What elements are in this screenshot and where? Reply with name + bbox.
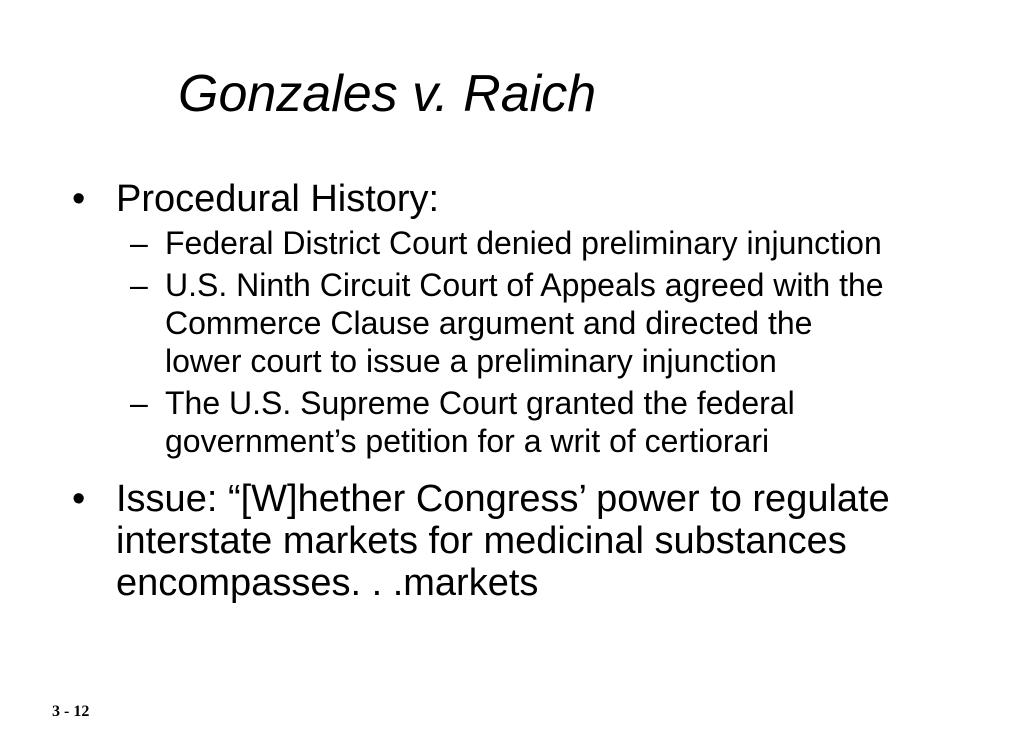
subitem-text: The U.S. Supreme Court granted the federal government’s petition for a writ of certiorari (165, 385, 795, 459)
bullet-marker: • (72, 178, 86, 220)
dash-marker: – (130, 385, 148, 421)
dash-marker: – (130, 225, 148, 261)
subitem-text: Federal District Court denied preliminary injunction (165, 225, 882, 261)
dash-marker: – (130, 267, 148, 303)
bullet-text: Procedural History: (116, 178, 440, 220)
slide-title: Gonzales v. Raich (178, 65, 597, 123)
bullet-text: Issue: “[W]hether Congress’ power to regulate interstate markets for medicinal substances encompasses. . .markets (116, 478, 890, 604)
page-number: 3 - 12 (52, 703, 90, 720)
bullet-procedural-history (0, 178, 1024, 220)
subitem-ninth-circuit (0, 266, 885, 380)
slide-body (0, 178, 1024, 604)
bullet-issue (0, 478, 916, 604)
subitem-district-court (0, 224, 885, 262)
subitem-text: U.S. Ninth Circuit Court of Appeals agreed with the Commerce Clause argument and directed the lower court to issue a preliminary injunction (165, 267, 884, 379)
subitem-supreme-court (0, 384, 885, 460)
bullet-marker: • (72, 478, 86, 520)
